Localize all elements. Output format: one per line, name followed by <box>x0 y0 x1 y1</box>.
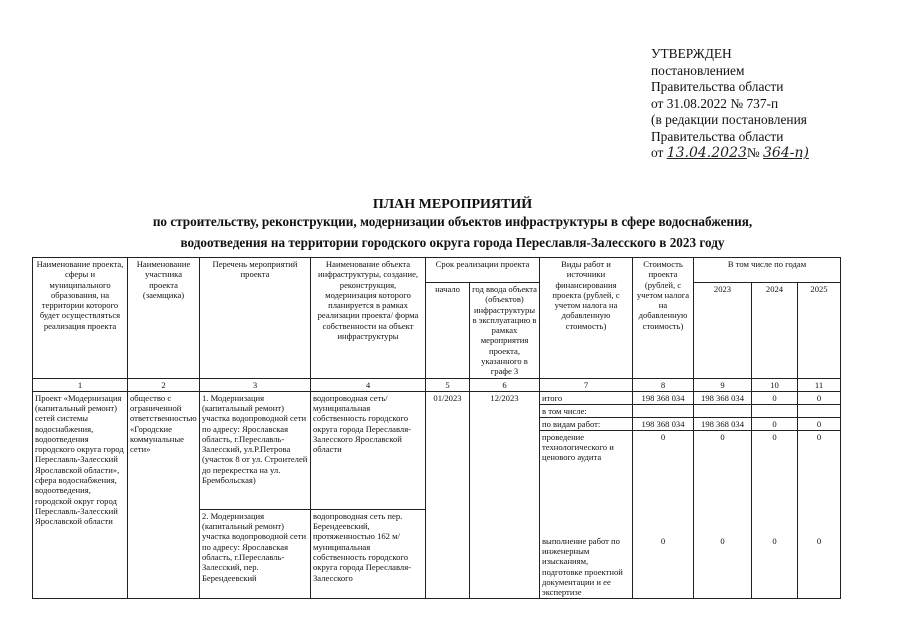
finance-label: в том числе: <box>540 404 632 417</box>
participant-cell: общество с ограниченной ответственностью «Городские коммунальные сети» <box>128 391 200 599</box>
approval-line: постановлением <box>651 62 745 78</box>
finance-value <box>798 404 840 417</box>
header-object: Наименование объекта инфраструктуры, создание, реконструкция, модернизация которого планируется в рамках реализации проекта/ форма собственности на объект инфраструктуры <box>311 258 426 379</box>
year-2023-cell <box>694 391 752 599</box>
approval-line: Правительства области <box>651 79 784 94</box>
finance-value <box>633 404 693 417</box>
header-project: Наименование проекта, сферы и муниципального образования, на территории которого будет осуществляться реализация проекта <box>33 258 128 379</box>
finance-value: 198 368 034 <box>641 392 685 403</box>
handwritten-date: 13.04.2023 <box>666 145 747 161</box>
header-measures: Перечень мероприятий проекта <box>200 258 311 379</box>
column-number: 3 <box>200 378 311 391</box>
header-commission-year: год ввода объекта (объектов) инфраструктуры в эксплуатацию в рамках мероприятия проекта, указанного в графе 3 <box>470 283 540 379</box>
year-2025-cell <box>798 391 841 599</box>
header-row <box>33 258 841 283</box>
finance-value: 0 <box>772 392 777 403</box>
document-subtitle-1: по строительству, реконструкции, модернизации объектов инфраструктуры в сфере водоснабжения, <box>152 214 753 229</box>
finance-value: 0 <box>772 535 777 546</box>
finance-value: 0 <box>816 535 822 546</box>
column-numbers-row <box>33 378 841 391</box>
approval-number-sign: № <box>746 145 764 160</box>
header-work-types: Виды работ и источники финансирования проекта (рублей, с учетом налога на добавленную стоимость) <box>540 258 633 379</box>
cost-total-cell <box>633 391 694 599</box>
header-year-2025: 2025 <box>798 283 841 379</box>
column-number: 7 <box>540 378 633 391</box>
document-subtitle-2: водоотведения на территории городского округа города Переславля-Залесского в 2023 году <box>180 235 725 250</box>
finance-value: 0 <box>694 430 751 503</box>
column-number: 6 <box>470 378 540 391</box>
finance-value: 0 <box>660 535 666 546</box>
object-2-cell: водопроводная сеть пер. Берендеевский, протяженностью 162 м/ муниципальная собственность городского округа города Переславля-Залесского <box>311 509 426 599</box>
header-participant: Наименование участника проекта (заемщика) <box>128 258 200 379</box>
approval-line: УТВЕРЖДЕН <box>651 46 732 61</box>
column-number: 2 <box>128 378 200 391</box>
project-name-cell: Проект «Модернизация (капитальный ремонт) сетей системы водоснабжения, водоотведения городского округа город Переславль-Залесский Ярославской области», сфера водоснабжения, водоотведения, городской округ город Переславль-Залесский Ярославской области <box>33 391 128 599</box>
finance-value: 198 368 034 <box>694 417 751 430</box>
object-1-cell: водопроводная сеть/ муниципальная собственность городского округа города Переславля-Залесского Ярославской области <box>311 391 426 509</box>
finance-label: проведение технологического и ценового аудита <box>540 430 632 503</box>
plan-table <box>32 257 841 599</box>
year-2024-cell <box>752 391 798 599</box>
header-cost: Стоимость проекта (рублей, с учетом налога на добавленную стоимость) <box>633 258 694 379</box>
approval-line-handwritten <box>651 145 809 162</box>
header-term: Срок реализации проекта <box>426 258 540 283</box>
column-number: 1 <box>33 378 128 391</box>
column-number: 5 <box>426 378 470 391</box>
column-number: 11 <box>798 378 841 391</box>
finance-types-cell <box>540 391 633 599</box>
measure-1-cell: 1. Модернизация (капитальный ремонт) участка водопроводной сети по адресу: Ярославская область, г.Переславль-Залесский, ул.Р.Петрова (участок 8 от ул. Строителей до перекрестка на ул. Брембольская) <box>200 391 311 509</box>
finance-label: по видам работ: <box>540 417 632 430</box>
finance-value: 0 <box>816 392 822 403</box>
table-row <box>33 391 841 509</box>
finance-label: итого <box>542 392 563 403</box>
finance-value: 0 <box>752 417 797 430</box>
finance-value: 198 368 034 <box>701 392 744 403</box>
finance-value: 0 <box>798 430 840 503</box>
finance-value: 0 <box>798 417 840 430</box>
finance-value: 198 368 034 <box>633 417 693 430</box>
handwritten-number: 364-п) <box>763 145 809 161</box>
header-start: начало <box>426 283 470 379</box>
approval-line: Правительства области <box>651 128 784 144</box>
column-number: 8 <box>633 378 694 391</box>
finance-value <box>752 404 797 417</box>
finance-value: 0 <box>633 430 693 503</box>
column-number: 10 <box>752 378 798 391</box>
header-year-2024: 2024 <box>752 283 798 379</box>
column-number: 9 <box>694 378 752 391</box>
approval-line: от 31.08.2022 № 737-п <box>651 95 779 111</box>
measure-2-cell: 2. Модернизация (капитальный ремонт) участка водопроводной сети по адресу: Ярославская область, г.Переславль-Залесский, пер. Берендеевский <box>200 509 311 599</box>
column-number: 4 <box>311 378 426 391</box>
approval-prefix: от <box>651 145 667 160</box>
header-by-years: В том числе по годам <box>694 258 841 283</box>
end-date-cell: 12/2023 <box>470 391 540 599</box>
finance-value: 0 <box>752 430 797 503</box>
approval-stamp <box>651 46 809 162</box>
start-date-cell: 01/2023 <box>426 391 470 599</box>
header-year-2023: 2023 <box>694 283 752 379</box>
approval-line: (в редакции постановления <box>651 112 807 127</box>
document-title: ПЛАН МЕРОПРИЯТИЙ <box>372 197 533 212</box>
finance-value: 0 <box>720 535 725 546</box>
finance-value <box>694 404 751 417</box>
finance-label: выполнение работ по инженерным изысканиям, подготовке проектной документации и ее экспертизе <box>542 535 623 598</box>
